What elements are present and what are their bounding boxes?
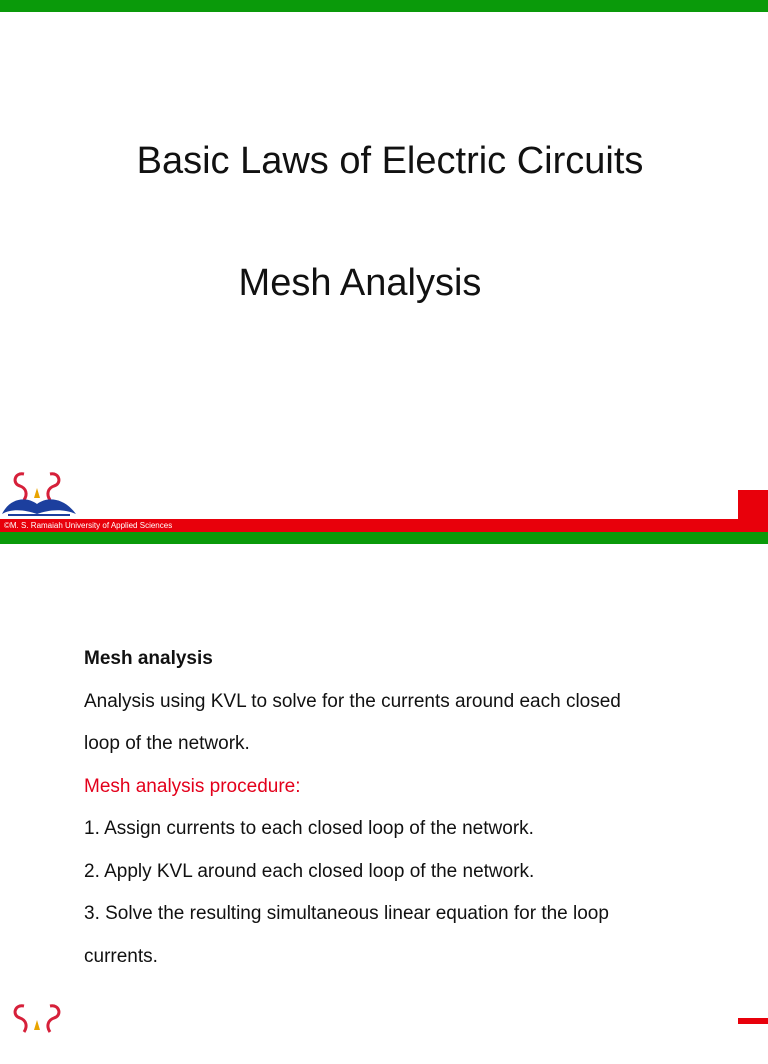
body-line: Analysis using KVL to solve for the currents around each closed xyxy=(84,690,621,712)
procedure-step: 1. Assign currents to each closed loop of the network. xyxy=(84,818,534,839)
section-heading: Mesh analysis xyxy=(84,648,213,669)
slide-title: Basic Laws of Electric Circuits xyxy=(136,140,644,182)
procedure-step: 2. Apply KVL around each closed loop of the network. xyxy=(84,860,535,882)
procedure-heading: Mesh analysis procedure: xyxy=(84,775,301,797)
university-logo-icon xyxy=(0,1000,80,1040)
top-green-bar xyxy=(0,0,768,12)
slide-subtitle: Mesh Analysis xyxy=(238,262,482,304)
corner-red-block xyxy=(738,1018,768,1024)
corner-red-block xyxy=(738,490,768,520)
copyright-text: ©M. S. Ramaiah University of Applied Sciences xyxy=(4,521,173,530)
body-line: loop of the network. xyxy=(84,733,250,754)
slide-content xyxy=(84,638,724,978)
slide-2 xyxy=(0,532,768,1064)
procedure-step: currents. xyxy=(84,945,158,967)
procedure-step: 3. Solve the resulting simultaneous linear equation for the loop xyxy=(84,903,609,924)
top-green-bar xyxy=(0,532,768,544)
university-logo-icon xyxy=(0,470,80,520)
